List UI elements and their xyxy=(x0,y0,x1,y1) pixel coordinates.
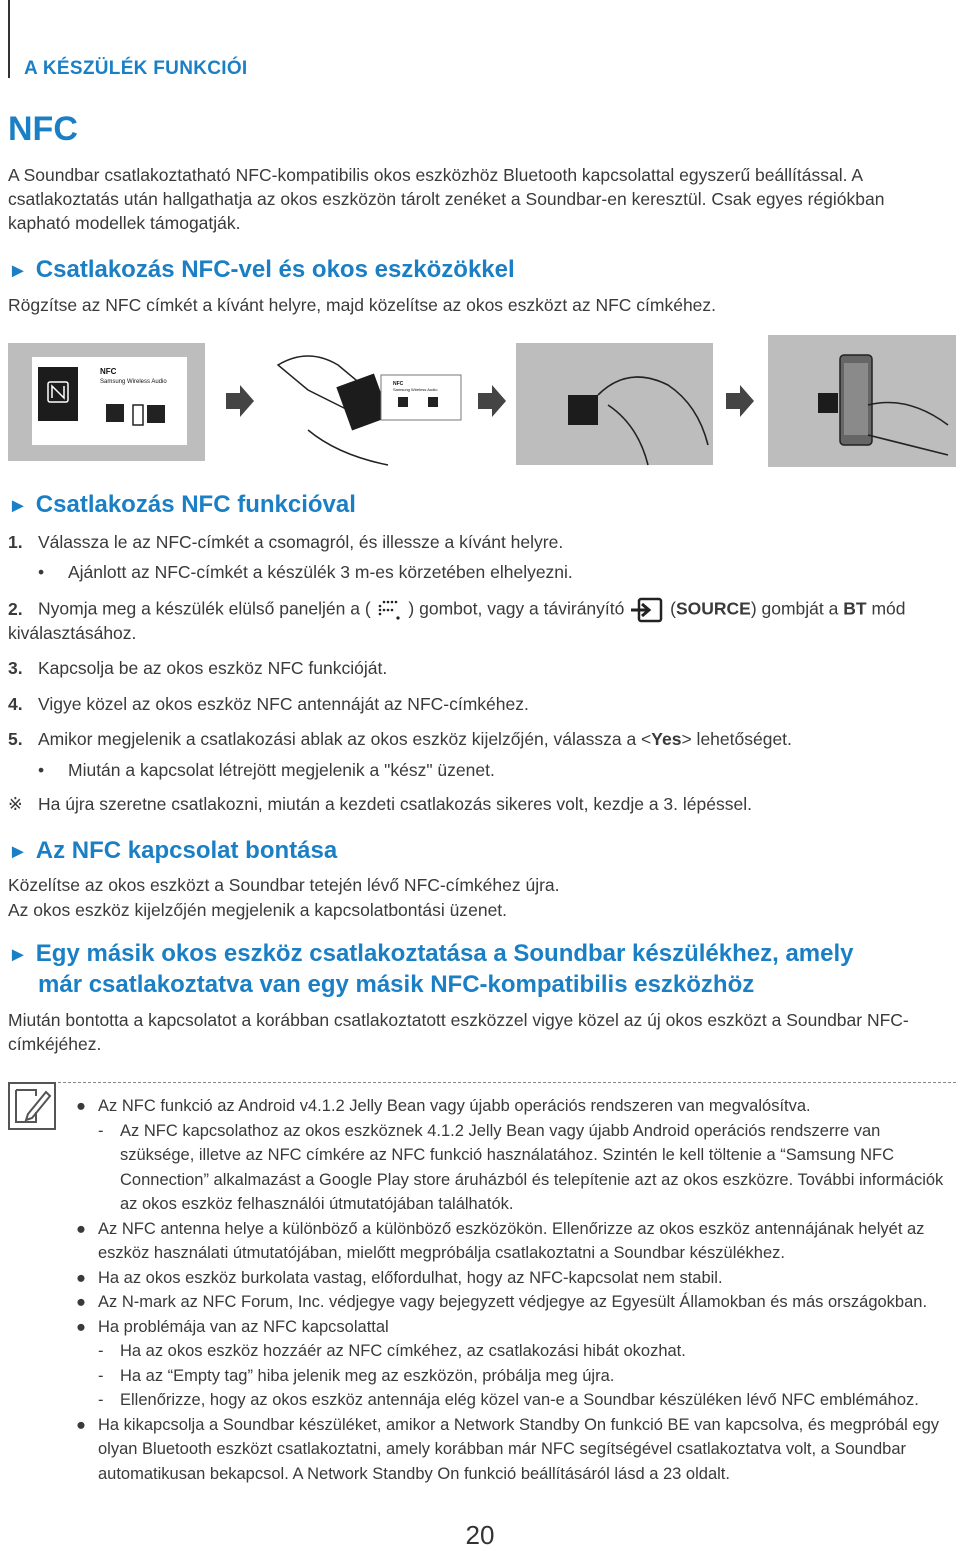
note-item: ● Az NFC funkció az Android v4.1.2 Jelly Bean vagy újabb operációs rendszeren van megvalósítva. xyxy=(98,1094,956,1119)
page-title: NFC xyxy=(8,110,78,148)
step-2-line2: kiválasztásához. xyxy=(8,623,137,643)
dash-marker: - xyxy=(98,1342,104,1360)
note-subitem: - Ha az okos eszköz hozzáér az NFC címkéhez, az csatlakozási hibát okozhat. xyxy=(98,1339,956,1364)
subhead-connect-devices: ► Csatlakozás NFC-vel és okos eszközökkel xyxy=(8,256,515,283)
arrow-icon xyxy=(478,385,506,417)
dash-marker: - xyxy=(98,1366,104,1385)
bullet-dot: • xyxy=(38,562,45,582)
step-1-bullet: • Ajánlott az NFC-címkét a készülék 3 m-es körzetében elhelyezni. xyxy=(38,562,573,582)
note-item: ● Ha kikapcsolja a Soundbar készüléket, amikor a Network Standby On funkció BE van kapcsolva, és megpróbál egy olyan Bluetooth eszközt csatlakoztatni, amely korábban már NFC segítségével csatlakoztatva volt, a Soundbar automatikusan bekapcsol. A Network Standby On funkció beállításáról lásd a 23 oldalt. xyxy=(98,1413,956,1487)
subhead-connect-function: ► Csatlakozás NFC funkcióval xyxy=(8,491,356,518)
arrow-icon xyxy=(226,385,254,417)
note-subitem: - Ha az “Empty tag” hiba jelenik meg az eszközön, próbálja meg újra. xyxy=(98,1364,956,1389)
connect-devices-text: Rögzítse az NFC címkét a kívánt helyre, majd közelítse az okos eszközt az NFC címkéhez. xyxy=(8,295,717,315)
nfc-tag-panel xyxy=(8,343,205,461)
bullet-dot: ● xyxy=(76,1268,86,1287)
dash-marker: - xyxy=(98,1391,104,1409)
small-tag-title: NFC xyxy=(393,381,404,387)
step-3: 3. Kapcsolja be az okos eszköz NFC funkcióját. xyxy=(8,658,388,678)
place-panel xyxy=(516,343,713,465)
bullet-dot: • xyxy=(38,760,45,780)
step-2: 2. Nyomja meg a készülék elülső paneljén a ( ) gombot, vagy a távirányító (SOURCE) gombját a BT mód xyxy=(8,596,948,624)
bullet-dot: ● xyxy=(76,1293,86,1311)
source-button-icon xyxy=(376,598,404,622)
step-4: 4. Vigye közel az okos eszköz NFC antennáját az NFC-címkéhez. xyxy=(8,694,529,714)
note-item: ● Az N-mark az NFC Forum, Inc. védjegye vagy bejegyzett védjegye az Egyesült Államokban és más országokban. xyxy=(98,1290,956,1315)
triangle-icon: ► xyxy=(8,944,28,966)
nfc-illustration xyxy=(8,335,956,470)
remote-source-icon xyxy=(629,596,665,624)
section-header: A KÉSZÜLÉK FUNKCIÓI xyxy=(24,58,248,79)
note-item: ● Ha problémája van az NFC kapcsolattal xyxy=(98,1315,956,1340)
bullet-dot: ● xyxy=(76,1415,86,1434)
triangle-icon: ► xyxy=(8,841,28,863)
subhead-disconnect: ► Az NFC kapcsolat bontása xyxy=(8,837,338,864)
note-item: ● Az NFC antenna helye a különböző a különböző eszközökön. Ellenőrizze az okos eszköz antennájának helyét az eszköz használati útmutatójában, mielőtt megpróbálja csatlakoztatni a Soundbar készülékhez. xyxy=(98,1217,956,1266)
left-rule xyxy=(8,0,10,78)
step-1: 1. Válassza le az NFC-címkét a csomagról, és illessze a kívánt helyre. xyxy=(8,532,564,552)
phone-panel xyxy=(768,335,956,467)
note-item: ● Ha az okos eszköz burkolata vastag, előfordulhat, hogy az NFC-kapcsolat nem stabil. xyxy=(98,1266,956,1291)
note-subitem: - Ellenőrizze, hogy az okos eszköz antennája elég közel van-e a Soundbar készüléken lévő NFC emblémához. xyxy=(98,1388,956,1413)
reconnect-note: ※ Ha újra szeretne csatlakozni, miután a kezdeti csatlakozás sikeres volt, kezdje a 3. lépéssel. xyxy=(8,794,752,814)
small-tag-subtitle: Samsung Wireless Audio xyxy=(393,387,438,392)
tag-subtitle: Samsung Wireless Audio xyxy=(100,379,167,385)
disconnect-line1: Közelítse az okos eszközt a Soundbar tetején lévő NFC-címkéhez újra. xyxy=(8,875,560,895)
step-5-bullet: • Miután a kapcsolat létrejött megjelenik a "kész" üzenet. xyxy=(38,760,495,780)
triangle-icon: ► xyxy=(8,495,28,517)
bullet-dot: ● xyxy=(76,1097,86,1115)
peel-panel xyxy=(278,356,461,465)
note-pencil-icon xyxy=(8,1082,56,1130)
note-symbol: ※ xyxy=(8,794,23,814)
step-5: 5. Amikor megjelenik a csatlakozási ablak az okos eszköz kijelzőjén, válassza a <Yes> lehetőséget. xyxy=(8,729,792,749)
intro-paragraph: A Soundbar csatlakoztatható NFC-kompatibilis okos eszközhöz Bluetooth kapcsolattal egyszerű beállítással. A csatlakoztatás után hallgathatja az okos eszközön tárolt zenéket a Soundbar-en keresztül. Csak egyes régiókban kapható modellek támogatják. xyxy=(8,165,885,233)
triangle-icon: ► xyxy=(8,260,28,282)
another-device-text: Miután bontotta a kapcsolatot a korábban csatlakoztatott eszközzel vigye közel az új okos eszközt a Soundbar NFC-címkéjéhez. xyxy=(8,1010,909,1054)
bullet-dot: ● xyxy=(76,1317,86,1336)
note-subitem: - Az NFC kapcsolathoz az okos eszköznek 4.1.2 Jelly Bean vagy újabb Android operációs rendszerre van szüksége, illetve az NFC címkére az NFC funkció használatához. Szintén le kell töltenie a “Samsung NFC Connection” alkalmazást a Google Play store áruházból és telepítenie azt az okos eszközre. További információk az okos eszköz felhasználói útmutatójában találhatók. xyxy=(98,1119,956,1217)
disconnect-line2: Az okos eszköz kijelzőjén megjelenik a kapcsolatbontási üzenet. xyxy=(8,900,508,920)
bullet-dot: ● xyxy=(76,1219,86,1238)
tag-title: NFC xyxy=(100,367,117,376)
notes-divider xyxy=(8,1082,956,1083)
subhead-another-device: ► Egy másik okos eszköz csatlakoztatása a Soundbar készülékhez, amely már csatlakoztatva van egy másik NFC-kompatibilis eszközhöz xyxy=(8,940,854,998)
page-number: 20 xyxy=(465,1520,495,1550)
dash-marker: - xyxy=(98,1121,104,1140)
notes-list xyxy=(76,1094,956,1486)
arrow-icon xyxy=(726,385,754,417)
